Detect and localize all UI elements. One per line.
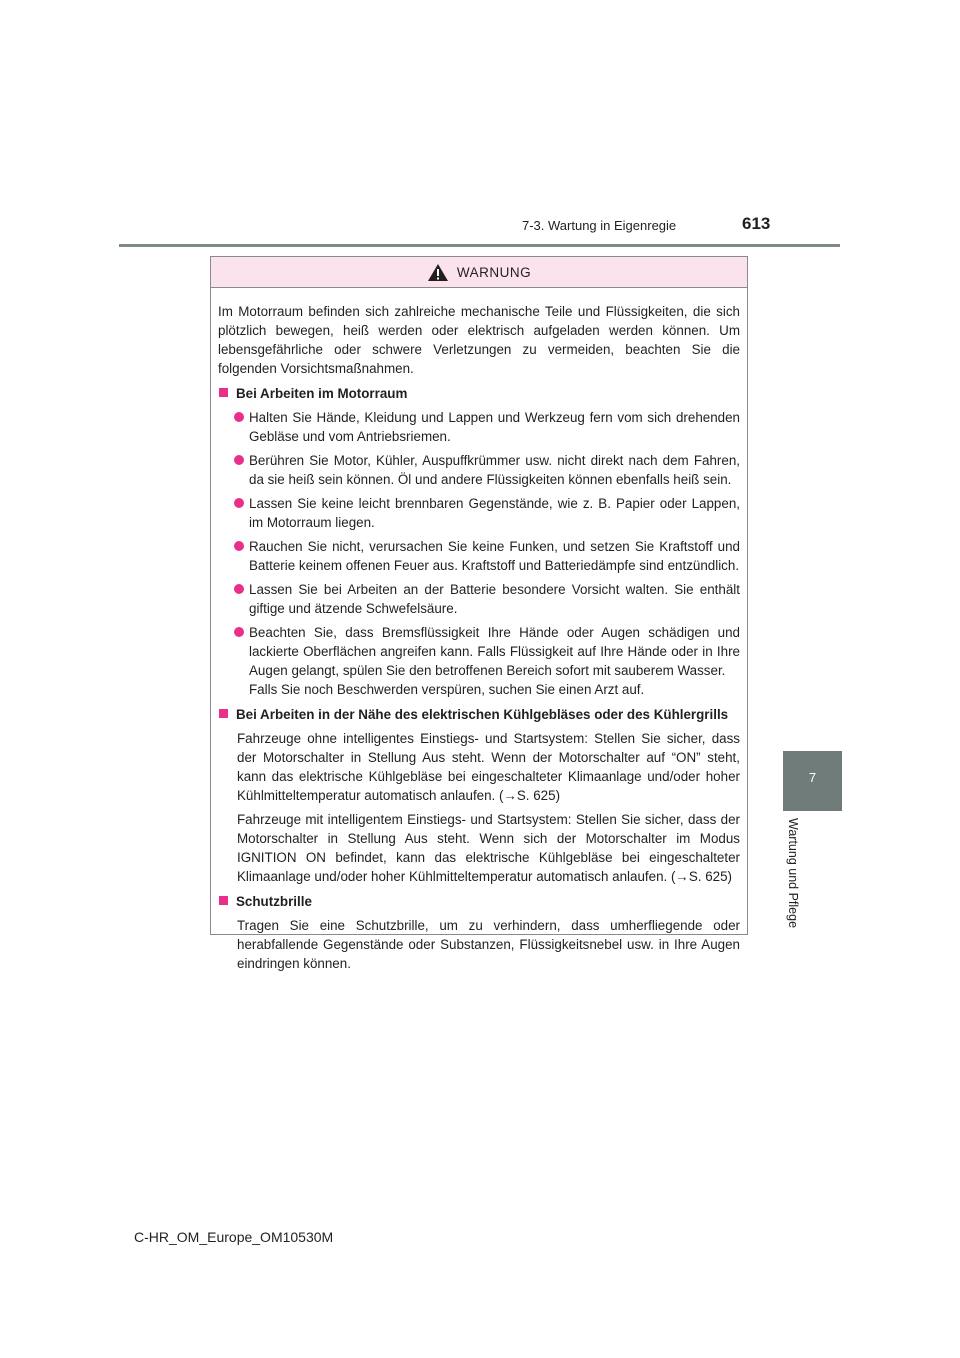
warning-title: WARNUNG: [456, 264, 532, 280]
chapter-number: 7: [808, 770, 817, 785]
section-engine-bay: [218, 384, 740, 699]
warning-body: [211, 288, 747, 973]
list-item-text: Berühren Sie Motor, Kühler, Auspuffkrümmer usw. nicht direkt nach dem Fahren, da sie heiß sein können. Öl und andere Flüssigkeiten können ebenfalls heiß sein.: [249, 453, 740, 487]
list-item-text: Lassen Sie bei Arbeiten an der Batterie besondere Vorsicht walten. Sie enthält giftige und ätzende Schwefelsäure.: [249, 582, 740, 616]
section-heading-text: Bei Arbeiten im Motorraum: [236, 386, 408, 401]
list-item-text: Rauchen Sie nicht, verursachen Sie keine Funken, und setzen Sie Kraftstoff und Batterie keinem offenen Feuer aus. Kraftstoff und Batteriedämpfe sind entzündlich.: [249, 539, 740, 573]
list-item: [218, 537, 740, 575]
list-item: [218, 494, 740, 532]
square-bullet-icon: [219, 388, 228, 397]
circle-bullet-icon: [234, 498, 244, 508]
warning-triangle-icon: [427, 263, 449, 282]
paragraph: Tragen Sie eine Schutzbrille, um zu verhindern, dass umherfliegende oder herabfallende Gegenstände oder Substanzen, Flüssigkeitsnebel usw. in Ihre Augen eindringen können.: [237, 918, 740, 971]
circle-bullet-icon: [234, 541, 244, 551]
list-item-text: Halten Sie Hände, Kleidung und Lappen und Werkzeug fern vom sich drehenden Gebläse und vom Antriebsriemen.: [249, 410, 740, 444]
warning-box: [210, 256, 748, 971]
paragraph: Fahrzeuge mit intelligentem Einstiegs- und Startsystem: Stellen Sie sicher, dass der Motorschalter in Stellung Aus steht. Wenn sich der Motorschalter im Modus IGNITION ON befindet, kann das elektrische Kühlgebläse bei eingeschalteter Klimaanlage und/oder hoher Kühlmitteltemperatur automatisch anlaufen. (→S. 625): [237, 812, 740, 884]
circle-bullet-icon: [234, 455, 244, 465]
circle-bullet-icon: [234, 627, 244, 637]
list-item-text: Lassen Sie keine leicht brennbaren Gegenstände, wie z. B. Papier oder Lappen, im Motorraum liegen.: [249, 496, 740, 530]
section-heading-text: Bei Arbeiten in der Nähe des elektrischen Kühlgebläses oder des Kühlergrills: [236, 707, 729, 722]
list-item: [218, 408, 740, 446]
section-title: 7-3. Wartung in Eigenregie: [522, 218, 677, 233]
section-cooling-fan: [218, 705, 740, 886]
bullet-list: [218, 408, 740, 699]
header-rule: [119, 244, 840, 247]
document-id: C-HR_OM_Europe_OM10530M: [134, 1229, 334, 1245]
warning-header: [211, 257, 747, 288]
page-number: 613: [742, 214, 771, 233]
circle-bullet-icon: [234, 584, 244, 594]
list-item-text: Beachten Sie, dass Bremsflüssigkeit Ihre Hände oder Augen schädigen und lackierte Oberflächen angreifen kann. Falls Flüssigkeit auf Ihre Hände oder in Ihre Augen gelangt, spülen Sie den betroffenen Bereich sofort mit sauberem Wasser.: [249, 625, 740, 678]
square-bullet-icon: [219, 896, 228, 905]
section-safety-glasses: [218, 892, 740, 973]
paragraph: Fahrzeuge ohne intelligentes Einstiegs- und Startsystem: Stellen Sie sicher, dass der Motorschalter in Stellung Aus steht. Wenn der Motorschalter auf “ON” steht, kann das elektrische Kühlgebläse bei eingeschalteter Klimaanlage und/oder hoher Kühlmitteltemperatur automatisch anlaufen. (→S. 625): [237, 731, 740, 803]
chapter-label: Wartung und Pflege: [786, 818, 800, 929]
section-heading: [218, 384, 740, 403]
list-item: [218, 580, 740, 618]
section-heading-text: Schutzbrille: [236, 894, 312, 909]
list-item: [218, 451, 740, 489]
circle-bullet-icon: [234, 412, 244, 422]
square-bullet-icon: [219, 709, 228, 718]
section-heading: [218, 705, 740, 724]
section-heading: [218, 892, 740, 911]
warning-intro: Im Motorraum befinden sich zahlreiche mechanische Teile und Flüssigkeiten, die sich plötzlich bewegen, heiß werden oder elektrisch aufgeladen werden können. Um lebensgefährliche oder schwere Verletzungen zu vermeiden, beachten Sie die folgenden Vorsichtsmaßnahmen.: [218, 304, 740, 376]
list-item-continuation: Falls Sie noch Beschwerden verspüren, suchen Sie einen Arzt auf.: [249, 682, 645, 697]
list-item: [218, 623, 740, 699]
